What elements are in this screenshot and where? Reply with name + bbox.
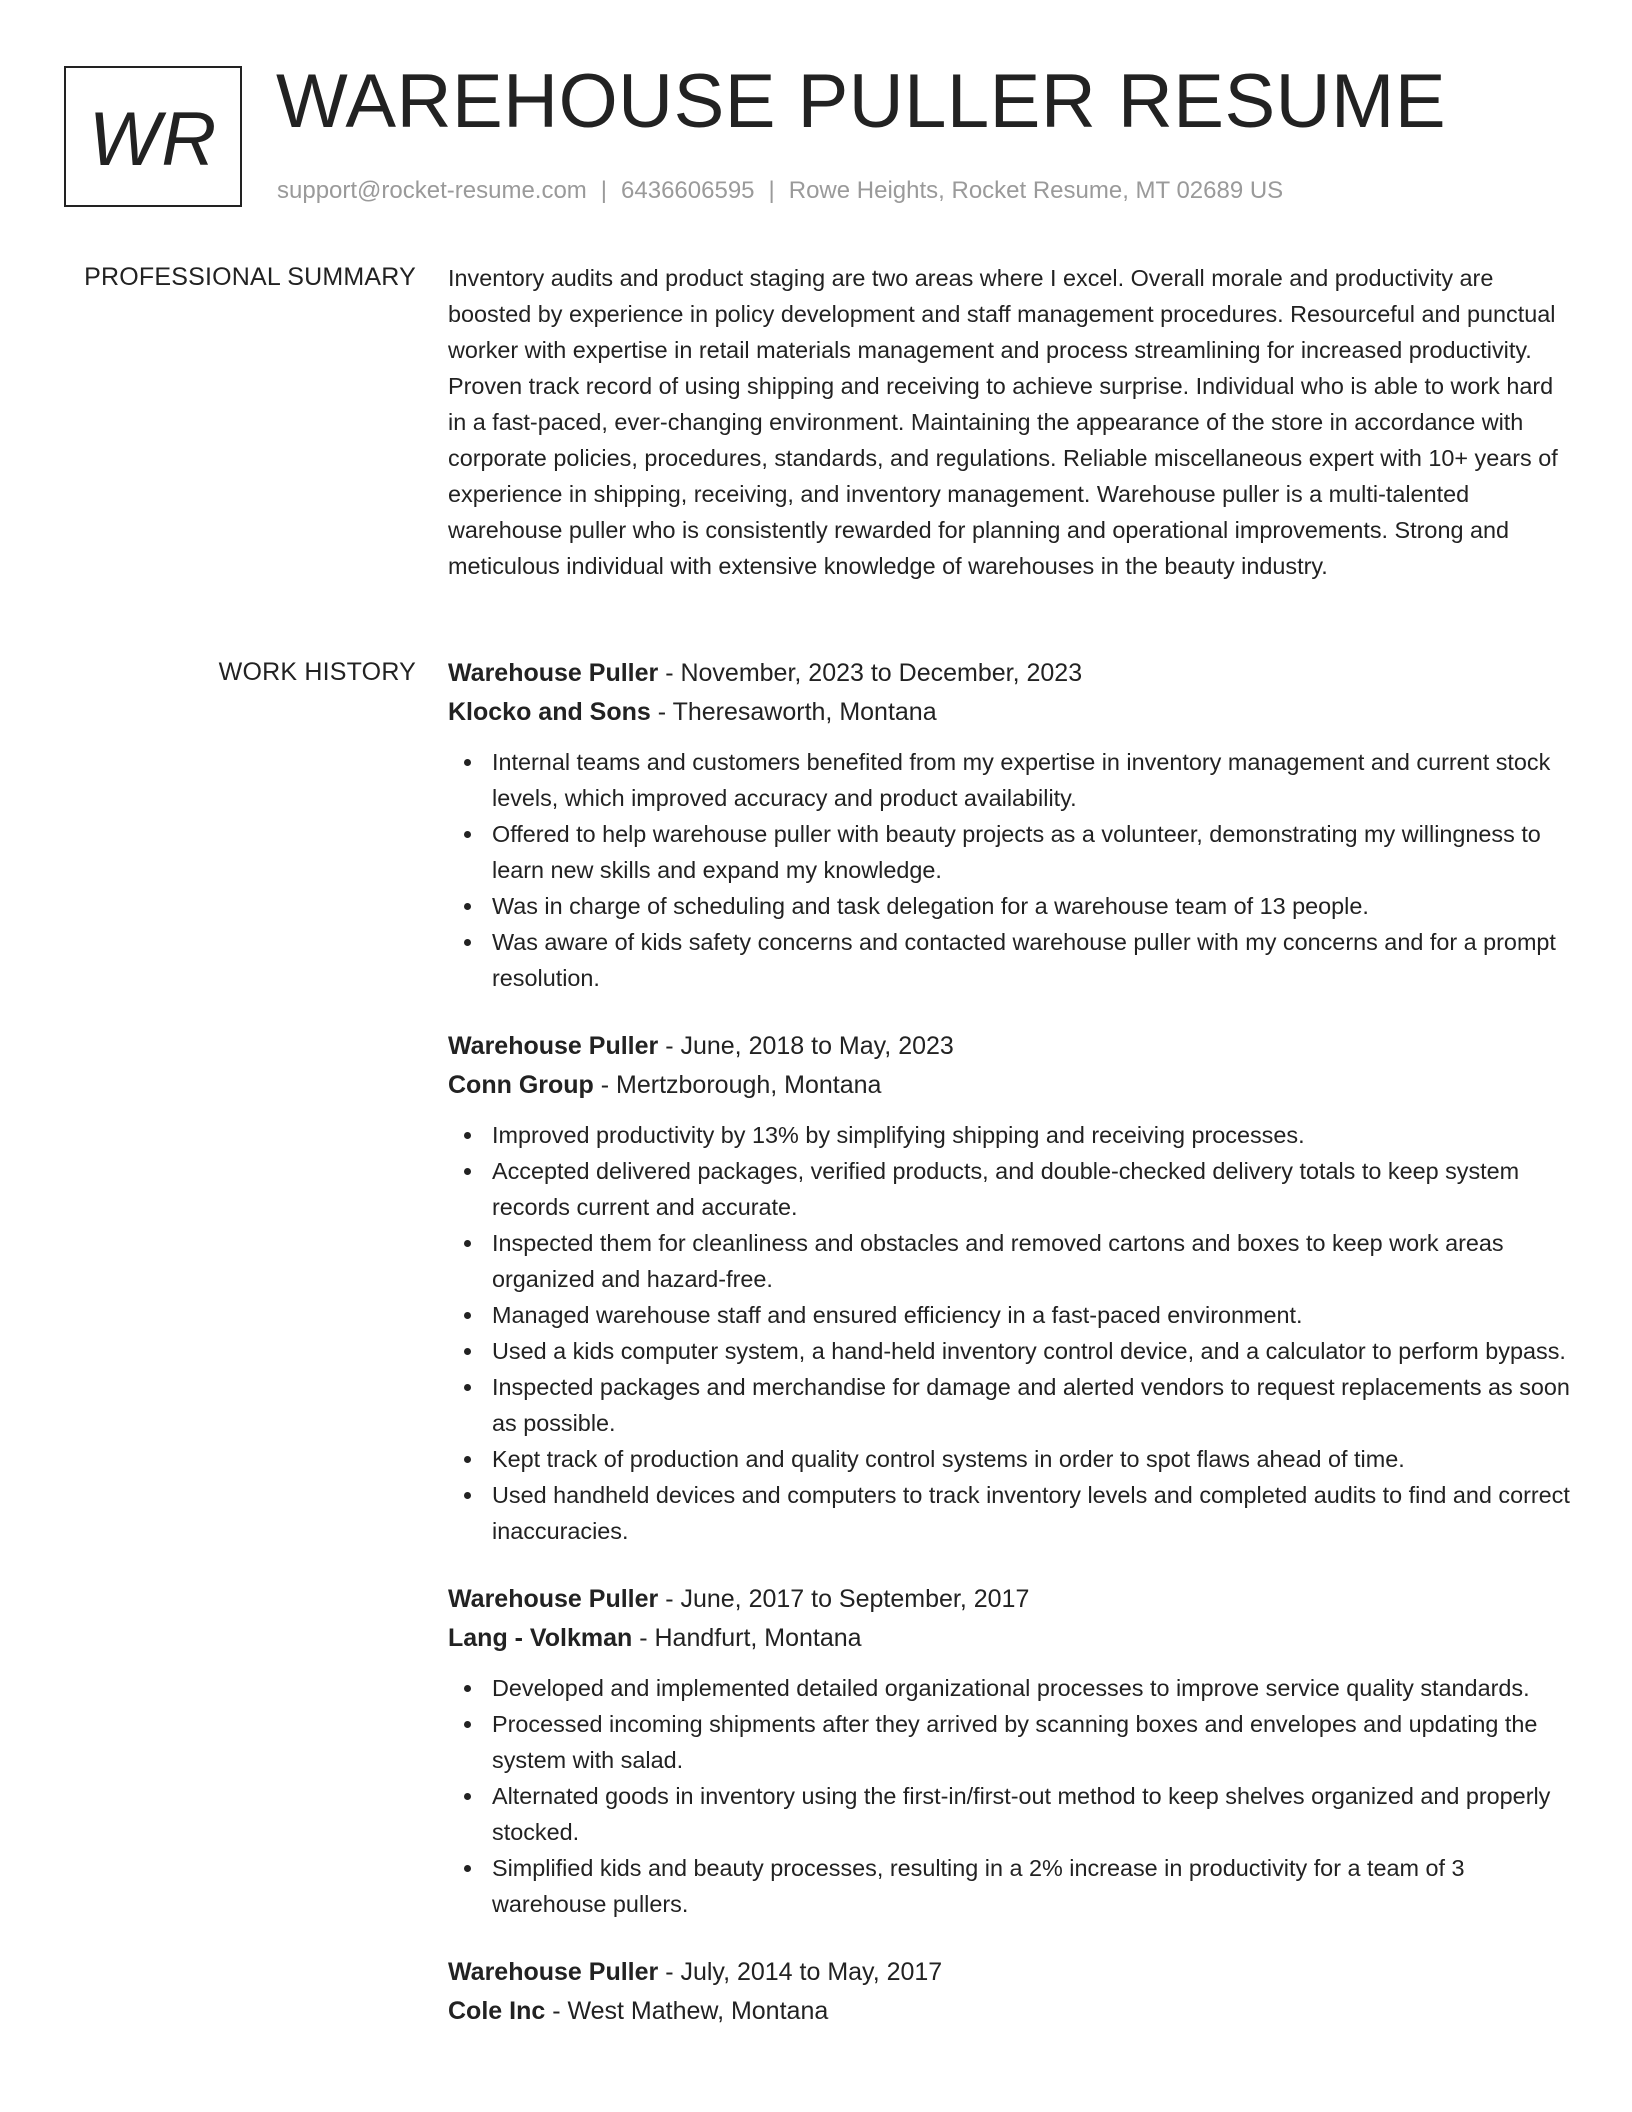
job-entry bbox=[448, 1580, 1570, 1922]
job-list bbox=[448, 654, 1570, 2031]
job-dates: - July, 2014 to May, 2017 bbox=[658, 1958, 943, 1986]
job-title: Warehouse Puller bbox=[448, 1585, 659, 1613]
contact-address: Rowe Heights, Rocket Resume, MT 02689 US bbox=[788, 177, 1284, 204]
job-bullet: Accepted delivered packages, verified products, and double-checked delivery totals to keep system records current and accurate. bbox=[448, 1153, 1570, 1225]
job-bullet: Developed and implemented detailed organizational processes to improve service quality standards. bbox=[448, 1670, 1570, 1706]
job-bullet: Inspected packages and merchandise for damage and alerted vendors to request replacements as soon as possible. bbox=[448, 1369, 1570, 1441]
job-bullet: Offered to help warehouse puller with beauty projects as a volunteer, demonstrating my willingness to learn new skills and expand my knowledge. bbox=[448, 816, 1570, 888]
job-company: Conn Group bbox=[448, 1071, 594, 1099]
job-entry bbox=[448, 1027, 1570, 1549]
job-company: Cole Inc bbox=[448, 1997, 546, 2025]
job-bullet-list bbox=[448, 744, 1570, 996]
job-bullet: Simplified kids and beauty processes, resulting in a 2% increase in productivity for a team of 3 warehouse pullers. bbox=[448, 1850, 1570, 1922]
job-bullet: Internal teams and customers benefited from my expertise in inventory management and current stock levels, which improved accuracy and product availability. bbox=[448, 744, 1570, 816]
job-bullet-list bbox=[448, 1117, 1570, 1549]
job-title-line bbox=[448, 1953, 1570, 1992]
resume-title: WAREHOUSE PULLER RESUME bbox=[276, 59, 1447, 144]
monogram-initials: WR bbox=[88, 96, 218, 182]
job-bullet: Alternated goods in inventory using the first-in/first-out method to keep shelves organized and properly stocked. bbox=[448, 1778, 1570, 1850]
job-dates: - June, 2017 to September, 2017 bbox=[658, 1585, 1030, 1613]
job-bullet: Used handheld devices and computers to track inventory levels and completed audits to find and correct inaccuracies. bbox=[448, 1477, 1570, 1549]
job-bullet: Improved productivity by 13% by simplifying shipping and receiving processes. bbox=[448, 1117, 1570, 1153]
job-bullet: Processed incoming shipments after they arrived by scanning boxes and envelopes and updating the system with salad. bbox=[448, 1706, 1570, 1778]
monogram-box bbox=[64, 66, 242, 207]
job-bullet: Inspected them for cleanliness and obstacles and removed cartons and boxes to keep work areas organized and hazard-free. bbox=[448, 1225, 1570, 1297]
job-company-line bbox=[448, 1619, 1570, 1658]
job-dates: - June, 2018 to May, 2023 bbox=[658, 1032, 954, 1060]
job-bullet: Used a kids computer system, a hand-held inventory control device, and a calculator to perform bypass. bbox=[448, 1333, 1570, 1369]
job-title: Warehouse Puller bbox=[448, 1032, 659, 1060]
job-location: - Theresaworth, Montana bbox=[650, 698, 937, 726]
job-title-line bbox=[448, 1580, 1570, 1619]
job-bullet-list bbox=[448, 1670, 1570, 1922]
job-title: Warehouse Puller bbox=[448, 1958, 659, 1986]
job-location: - West Mathew, Montana bbox=[545, 1997, 829, 2025]
job-bullet: Was in charge of scheduling and task delegation for a warehouse team of 13 people. bbox=[448, 888, 1570, 924]
job-company: Klocko and Sons bbox=[448, 698, 651, 726]
job-title-line bbox=[448, 654, 1570, 693]
contact-separator: | bbox=[600, 177, 608, 204]
job-company: Lang - Volkman bbox=[448, 1624, 633, 1652]
job-entry bbox=[448, 1953, 1570, 2031]
job-bullet: Managed warehouse staff and ensured efficiency in a fast-paced environment. bbox=[448, 1297, 1570, 1333]
job-location: - Handfurt, Montana bbox=[632, 1624, 862, 1652]
summary-paragraph: Inventory audits and product staging are two areas where I excel. Overall morale and productivity are boosted by experience in policy development and staff management procedures. Resourceful and punctual worker with expertise in retail materials management and process streamlining for increased productivity. Proven track record of using shipping and receiving to achieve surprise. Individual who is able to work hard in a fast-paced, ever-changing environment. Maintaining the appearance of the store in accordance with corporate policies, procedures, standards, and regulations. Reliable miscellaneous expert with 10+ years of experience in shipping, receiving, and inventory management. Warehouse puller is a multi-talented warehouse puller who is consistently rewarded for planning and operational improvements. Strong and meticulous individual with extensive knowledge of warehouses in the beauty industry. bbox=[448, 265, 1558, 579]
job-company-line bbox=[448, 1992, 1570, 2031]
job-dates: - November, 2023 to December, 2023 bbox=[658, 659, 1083, 687]
job-bullet: Kept track of production and quality control systems in order to spot flaws ahead of time. bbox=[448, 1441, 1570, 1477]
work-history-heading: WORK HISTORY bbox=[218, 658, 416, 686]
job-bullet: Was aware of kids safety concerns and contacted warehouse puller with my concerns and for a prompt resolution. bbox=[448, 924, 1570, 996]
job-title-line bbox=[448, 1027, 1570, 1066]
job-company-line bbox=[448, 1066, 1570, 1105]
job-title: Warehouse Puller bbox=[448, 659, 659, 687]
job-location: - Mertzborough, Montana bbox=[593, 1071, 882, 1099]
job-entry bbox=[448, 654, 1570, 996]
contact-info bbox=[277, 176, 1283, 206]
job-company-line bbox=[448, 693, 1570, 732]
summary-heading: PROFESSIONAL SUMMARY bbox=[84, 263, 416, 291]
contact-email: support@rocket-resume.com bbox=[277, 177, 587, 204]
contact-phone: 6436606595 bbox=[621, 177, 755, 204]
contact-separator: | bbox=[768, 177, 775, 204]
